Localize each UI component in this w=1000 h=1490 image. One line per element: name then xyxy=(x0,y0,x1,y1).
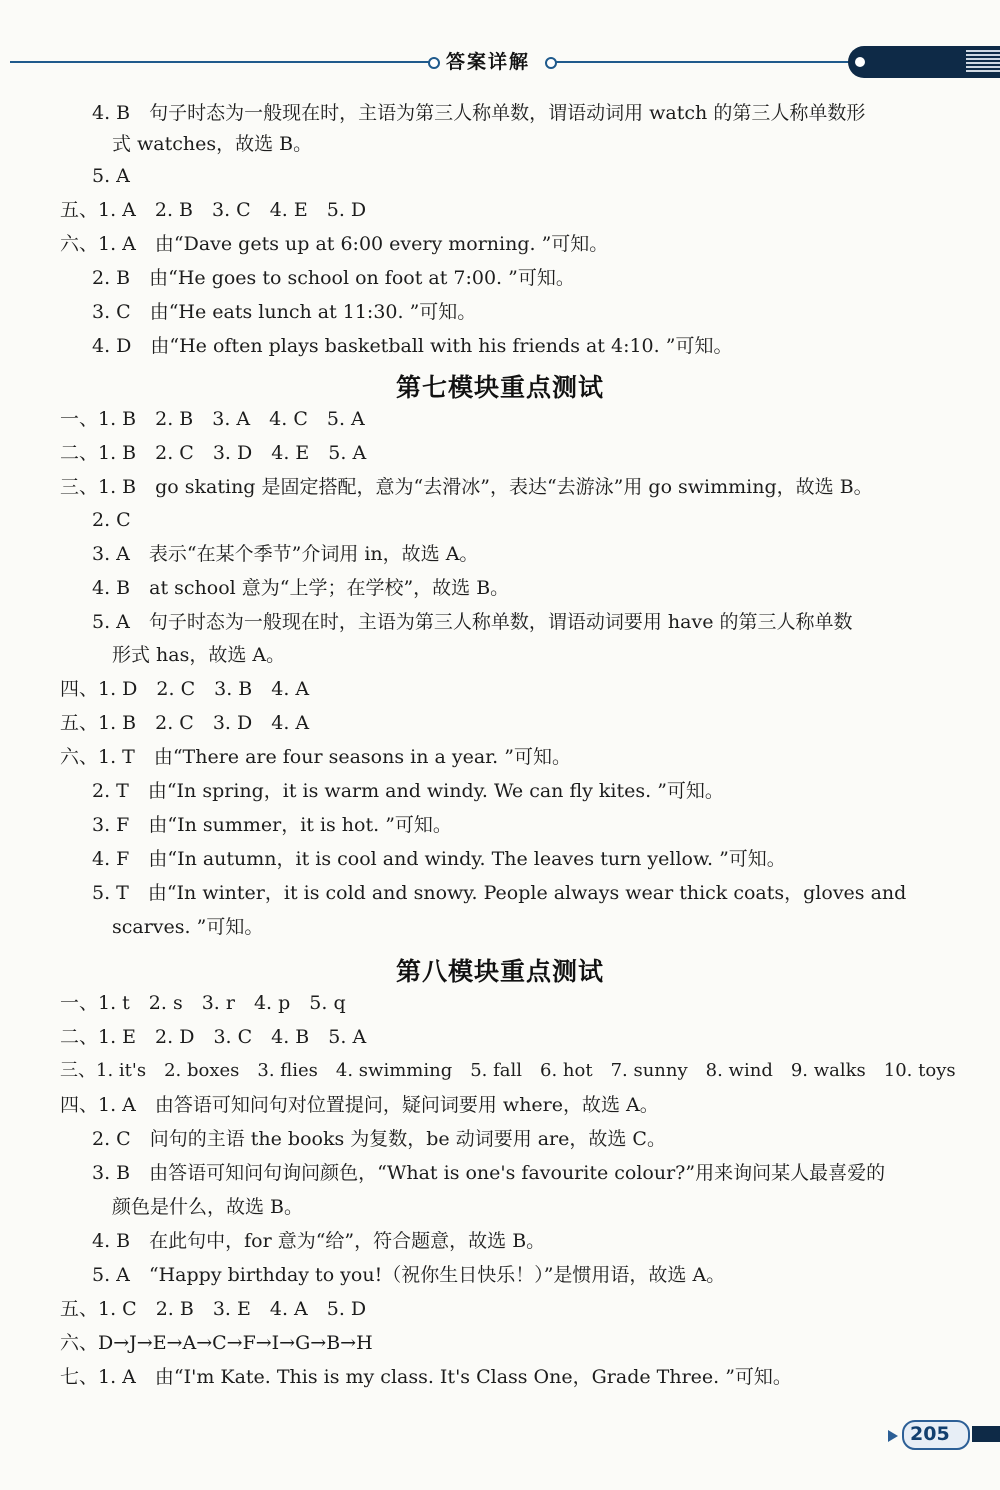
header-dot-left xyxy=(428,57,440,69)
answer-line: 4. B 在此句中，for 意为“给”，符合题意，故选 B。 xyxy=(92,1230,546,1252)
arrow-icon xyxy=(888,1430,898,1442)
answer-line: scarves. ”可知。 xyxy=(112,916,264,938)
answer-line: 3. A 表示“在某个季节”介词用 in，故选 A。 xyxy=(92,543,479,565)
answer-line: 2. T 由“In spring，it is warm and windy. We can fly kites. ”可知。 xyxy=(92,780,724,802)
answer-line: 4. F 由“In autumn，it is cool and windy. The leaves turn yellow. ”可知。 xyxy=(92,848,786,870)
answer-line: 5. A xyxy=(92,165,130,187)
answer-line: 4. D 由“He often plays basketball with his friends at 4:10. ”可知。 xyxy=(92,335,733,357)
answer-line: 五、1. A 2. B 3. C 4. E 5. D xyxy=(60,199,367,221)
header-bullet-icon xyxy=(855,57,865,67)
answer-line: 4. B 句子时态为一般现在时，主语为第三人称单数，谓语动词用 watch 的第三人称单数形 xyxy=(92,102,866,124)
answer-line: 五、1. C 2. B 3. E 4. A 5. D xyxy=(60,1298,367,1320)
footer-bar xyxy=(972,1426,1000,1442)
answer-line: 2. C xyxy=(92,509,131,531)
answer-line: 5. T 由“In winter，it is cold and snowy. People always wear thick coats，gloves and xyxy=(92,882,907,904)
answer-line: 2. B 由“He goes to school on foot at 7:00. ”可知。 xyxy=(92,267,575,289)
page-header xyxy=(0,40,1000,84)
header-rule-left xyxy=(10,61,430,63)
page-number: 205 xyxy=(910,1423,950,1445)
answer-line: 3. F 由“In summer，it is hot. ”可知。 xyxy=(92,814,452,836)
answer-line: 5. A 句子时态为一般现在时，主语为第三人称单数，谓语动词要用 have 的第三人称单数 xyxy=(92,611,853,633)
answer-line: 4. B at school 意为“上学；在学校”，故选 B。 xyxy=(92,577,510,599)
answer-line: 3. B 由答语可知问句询问颜色，“What is one's favourite colour?”用来询问某人最喜爱的 xyxy=(92,1162,886,1184)
section-title: 第七模块重点测试 xyxy=(395,373,604,402)
page-footer xyxy=(880,1414,1000,1454)
answer-line: 三、1. B go skating 是固定搭配，意为“去滑冰”，表达“去游泳”用 go swimming，故选 B。 xyxy=(60,476,873,498)
answer-line: 七、1. A 由“I'm Kate. This is my class. It's Class One，Grade Three. ”可知。 xyxy=(60,1366,792,1388)
answer-line: 四、1. D 2. C 3. B 4. A xyxy=(60,678,310,700)
answer-line: 六、1. T 由“There are four seasons in a year. ”可知。 xyxy=(60,746,571,768)
answer-line: 一、1. t 2. s 3. r 4. p 5. q xyxy=(60,992,346,1014)
answer-line: 二、1. E 2. D 3. C 4. B 5. A xyxy=(60,1026,367,1048)
answer-line: 五、1. B 2. C 3. D 4. A xyxy=(60,712,310,734)
answer-line: 式 watches，故选 B。 xyxy=(112,133,313,155)
answer-line: 二、1. B 2. C 3. D 4. E 5. A xyxy=(60,442,367,464)
header-rule-right xyxy=(556,61,856,63)
answer-line: 5. A “Happy birthday to you!（祝你生日快乐！）”是惯用语，故选 A。 xyxy=(92,1264,726,1286)
answer-line: 颜色是什么，故选 B。 xyxy=(112,1196,304,1218)
answer-line: 三、1. it's 2. boxes 3. flies 4. swimming 5. fall 6. hot 7. sunny 8. wind 9. walks 10. toys xyxy=(60,1060,956,1081)
header-title: 答案详解 xyxy=(446,51,531,73)
answer-line: 一、1. B 2. B 3. A 4. C 5. A xyxy=(60,408,365,430)
section-title: 第八模块重点测试 xyxy=(395,957,604,986)
header-dot-right xyxy=(545,57,557,69)
answer-line: 六、1. A 由“Dave gets up at 6:00 every morning. ”可知。 xyxy=(60,233,609,255)
header-stripes xyxy=(966,50,1000,74)
answer-line: 形式 has，故选 A。 xyxy=(112,644,286,666)
answer-line: 3. C 由“He eats lunch at 11:30. ”可知。 xyxy=(92,301,477,323)
header-tab xyxy=(848,46,1000,78)
answer-line: 四、1. A 由答语可知问句对位置提问，疑问词要用 where，故选 A。 xyxy=(60,1094,659,1116)
answer-line: 六、D→J→E→A→C→F→I→G→B→H xyxy=(60,1332,373,1354)
answer-line: 2. C 问句的主语 the books 为复数，be 动词要用 are，故选 C。 xyxy=(92,1128,666,1150)
